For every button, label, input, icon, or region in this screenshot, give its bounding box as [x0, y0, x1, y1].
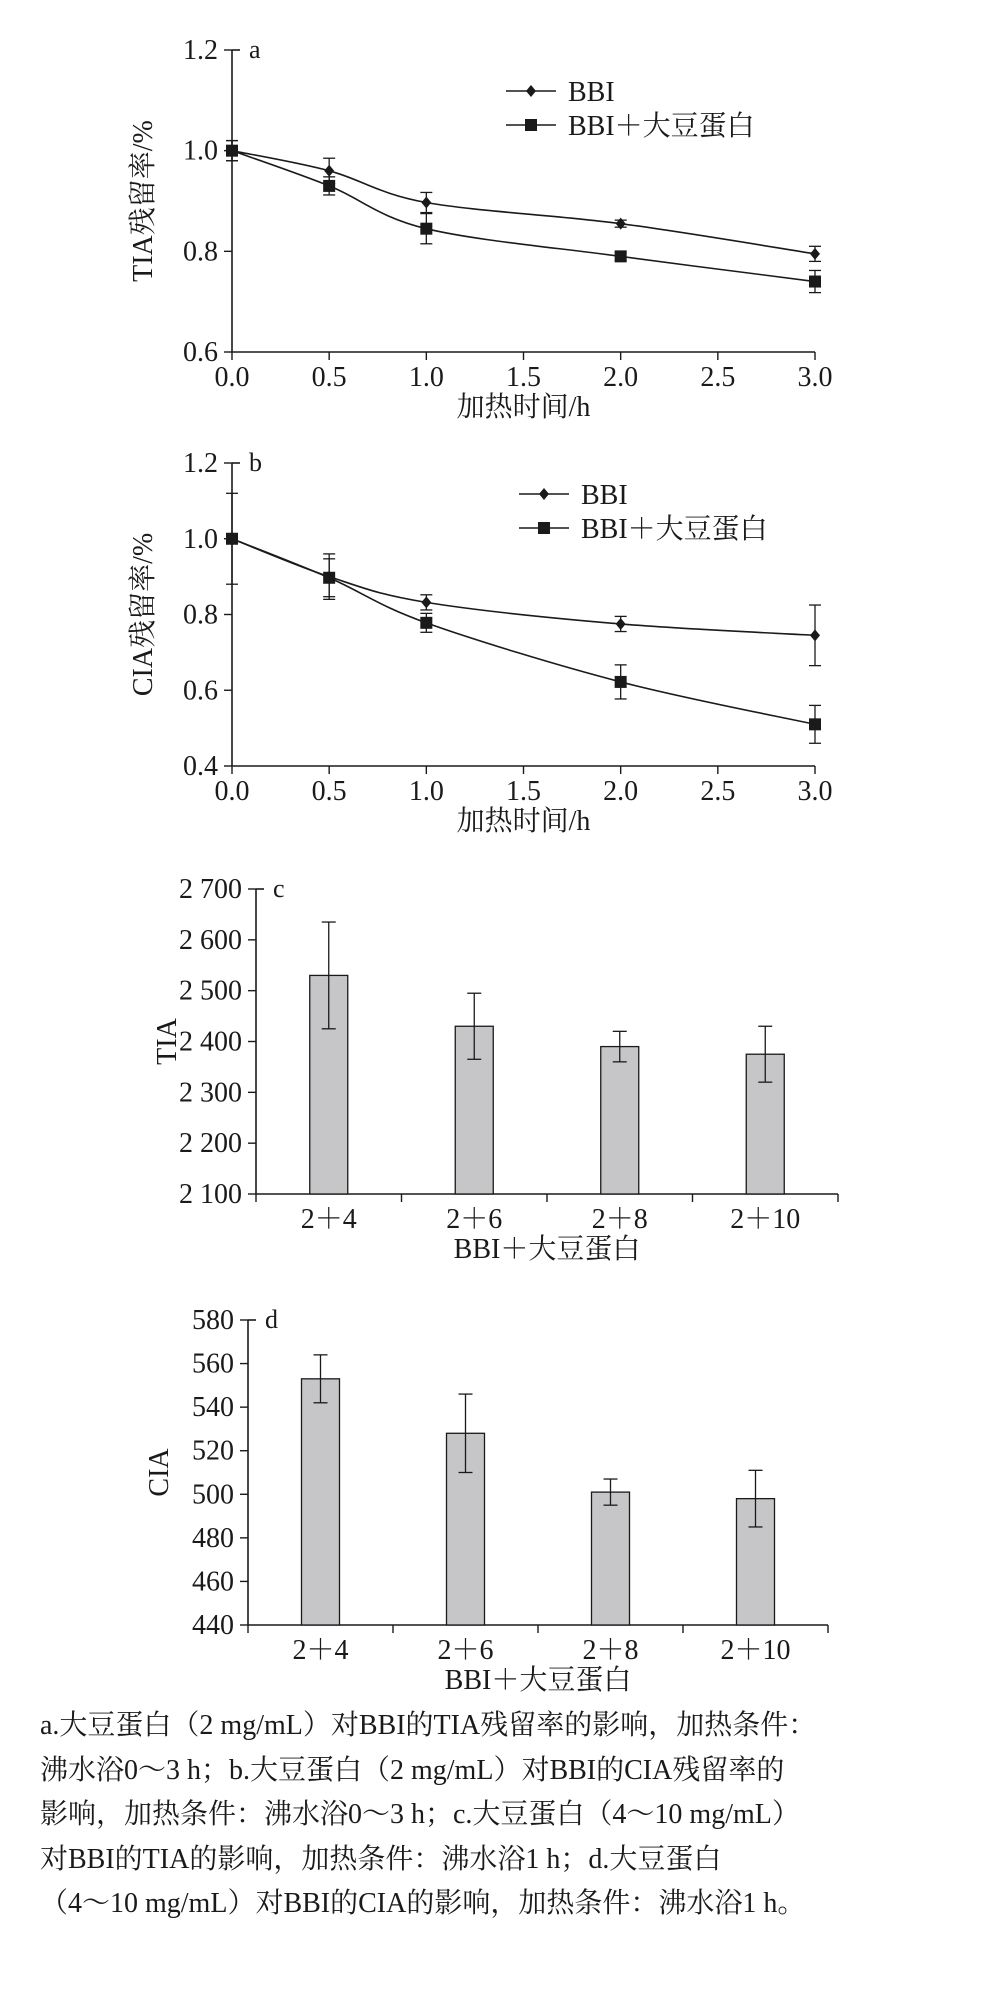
y-tick-label: 0.6	[183, 337, 218, 368]
y-tick-label: 520	[192, 1435, 234, 1467]
data-point-square	[226, 533, 238, 545]
y-tick-label: 1.0	[183, 135, 218, 167]
legend-marker-square	[538, 522, 550, 534]
y-tick-label: 500	[192, 1479, 234, 1511]
bar-chart-panel-d	[144, 1305, 828, 1696]
y-tick-label: 2 600	[179, 924, 242, 956]
data-point-square	[809, 276, 821, 288]
x-tick-label: 2.5	[700, 776, 736, 807]
bar	[302, 1379, 340, 1625]
series-line-bbi-soy	[232, 151, 815, 282]
x-axis-label: BBI＋大豆蛋白	[453, 1234, 641, 1265]
x-category-label: 2＋8	[582, 1635, 639, 1666]
caption-line: 影响，加热条件：沸水浴0～3 h；c.大豆蛋白（4～10 mg/mL）	[40, 1799, 800, 1830]
x-tick-label: 0.5	[311, 776, 347, 807]
y-tick-label: 0.8	[183, 236, 218, 268]
caption-line: a.大豆蛋白（2 mg/mL）对BBI的TIA残留率的影响，加热条件：	[40, 1710, 817, 1741]
legend-label: BBI	[568, 77, 615, 108]
y-axis-label: TIA残留率/%	[128, 120, 159, 282]
x-category-label: 2＋10	[730, 1204, 801, 1235]
x-tick-label: 0.0	[214, 776, 250, 807]
line-chart-panel-b	[127, 448, 833, 837]
x-tick-label: 1.5	[506, 776, 541, 807]
legend-marker-diamond	[526, 85, 536, 97]
figure-caption	[40, 1704, 952, 1927]
data-point-diamond	[421, 197, 431, 209]
x-category-label: 2＋8	[591, 1204, 648, 1235]
data-point-diamond	[616, 218, 626, 230]
panel-letter: d	[265, 1305, 278, 1334]
legend-marker-diamond	[539, 488, 549, 500]
data-point-square	[615, 676, 627, 688]
y-tick-label: 2 500	[179, 975, 242, 1007]
data-point-diamond	[421, 596, 431, 608]
y-tick-label: 1.0	[183, 523, 218, 555]
x-tick-label: 3.0	[797, 776, 833, 807]
caption-line: （4～10 mg/mL）对BBI的CIA的影响，加热条件：沸水浴1 h。	[40, 1888, 806, 1919]
x-category-label: 2＋10	[720, 1635, 791, 1666]
data-point-diamond	[616, 618, 626, 630]
legend-label: BBI＋大豆蛋白	[568, 111, 755, 142]
bar-chart-panel-c	[152, 874, 838, 1265]
y-tick-label: 1.2	[183, 35, 218, 66]
data-point-square	[323, 572, 335, 584]
x-tick-label: 2.0	[603, 362, 639, 393]
y-axis-label: TIA	[152, 1018, 183, 1065]
y-tick-label: 2 700	[179, 874, 242, 905]
series-line-bbi	[232, 151, 815, 254]
x-tick-label: 1.0	[408, 776, 444, 807]
series-line-bbi	[232, 539, 815, 636]
y-tick-label: 580	[192, 1305, 234, 1336]
y-tick-label: 1.2	[183, 448, 218, 479]
data-point-square	[615, 250, 627, 262]
x-tick-label: 2.5	[700, 362, 736, 393]
x-axis-label: 加热时间/h	[456, 392, 591, 423]
caption-line: 沸水浴0～3 h；b.大豆蛋白（2 mg/mL）对BBI的CIA残留率的	[40, 1754, 785, 1786]
x-category-label: 2＋4	[300, 1204, 357, 1235]
caption-line: 对BBI的TIA的影响，加热条件：沸水浴1 h；d.大豆蛋白	[40, 1843, 722, 1875]
x-tick-label: 0.5	[311, 362, 347, 393]
data-point-square	[323, 180, 335, 192]
y-tick-label: 0.8	[183, 599, 218, 631]
legend-label: BBI＋大豆蛋白	[581, 514, 768, 545]
legend-label: BBI	[581, 480, 628, 511]
y-axis-label: CIA	[144, 1448, 175, 1497]
data-point-diamond	[810, 248, 820, 260]
panel-letter: a	[249, 35, 261, 64]
data-point-square	[809, 718, 821, 730]
panel-letter: b	[249, 448, 262, 477]
x-axis-label: 加热时间/h	[456, 806, 591, 837]
y-tick-label: 440	[192, 1610, 234, 1641]
y-tick-label: 2 200	[179, 1128, 242, 1160]
legend-marker-square	[525, 119, 537, 131]
line-chart-panel-a	[127, 35, 833, 423]
x-category-label: 2＋6	[446, 1204, 503, 1235]
x-tick-label: 1.5	[506, 362, 541, 393]
bar	[592, 1492, 630, 1625]
data-point-diamond	[810, 629, 820, 641]
x-category-label: 2＋6	[437, 1635, 494, 1666]
y-axis-label: CIA残留率/%	[128, 532, 159, 697]
y-tick-label: 540	[192, 1392, 234, 1424]
data-point-square	[226, 145, 238, 157]
y-tick-label: 2 300	[179, 1077, 242, 1109]
y-tick-label: 560	[192, 1348, 234, 1380]
y-tick-label: 480	[192, 1522, 234, 1554]
x-tick-label: 3.0	[797, 362, 833, 393]
x-tick-label: 1.0	[408, 362, 444, 393]
x-category-label: 2＋4	[292, 1635, 349, 1666]
panel-letter: c	[273, 874, 285, 903]
y-tick-label: 0.6	[183, 675, 218, 707]
y-tick-label: 2 100	[179, 1179, 242, 1210]
bar	[601, 1047, 639, 1194]
y-tick-label: 0.4	[183, 751, 218, 782]
y-tick-label: 2 400	[179, 1026, 242, 1058]
data-point-diamond	[324, 165, 334, 177]
x-tick-label: 2.0	[603, 776, 639, 807]
x-tick-label: 0.0	[214, 362, 250, 393]
x-axis-label: BBI＋大豆蛋白	[444, 1665, 632, 1696]
data-point-square	[420, 617, 432, 629]
data-point-square	[420, 223, 432, 235]
y-tick-label: 460	[192, 1566, 234, 1598]
